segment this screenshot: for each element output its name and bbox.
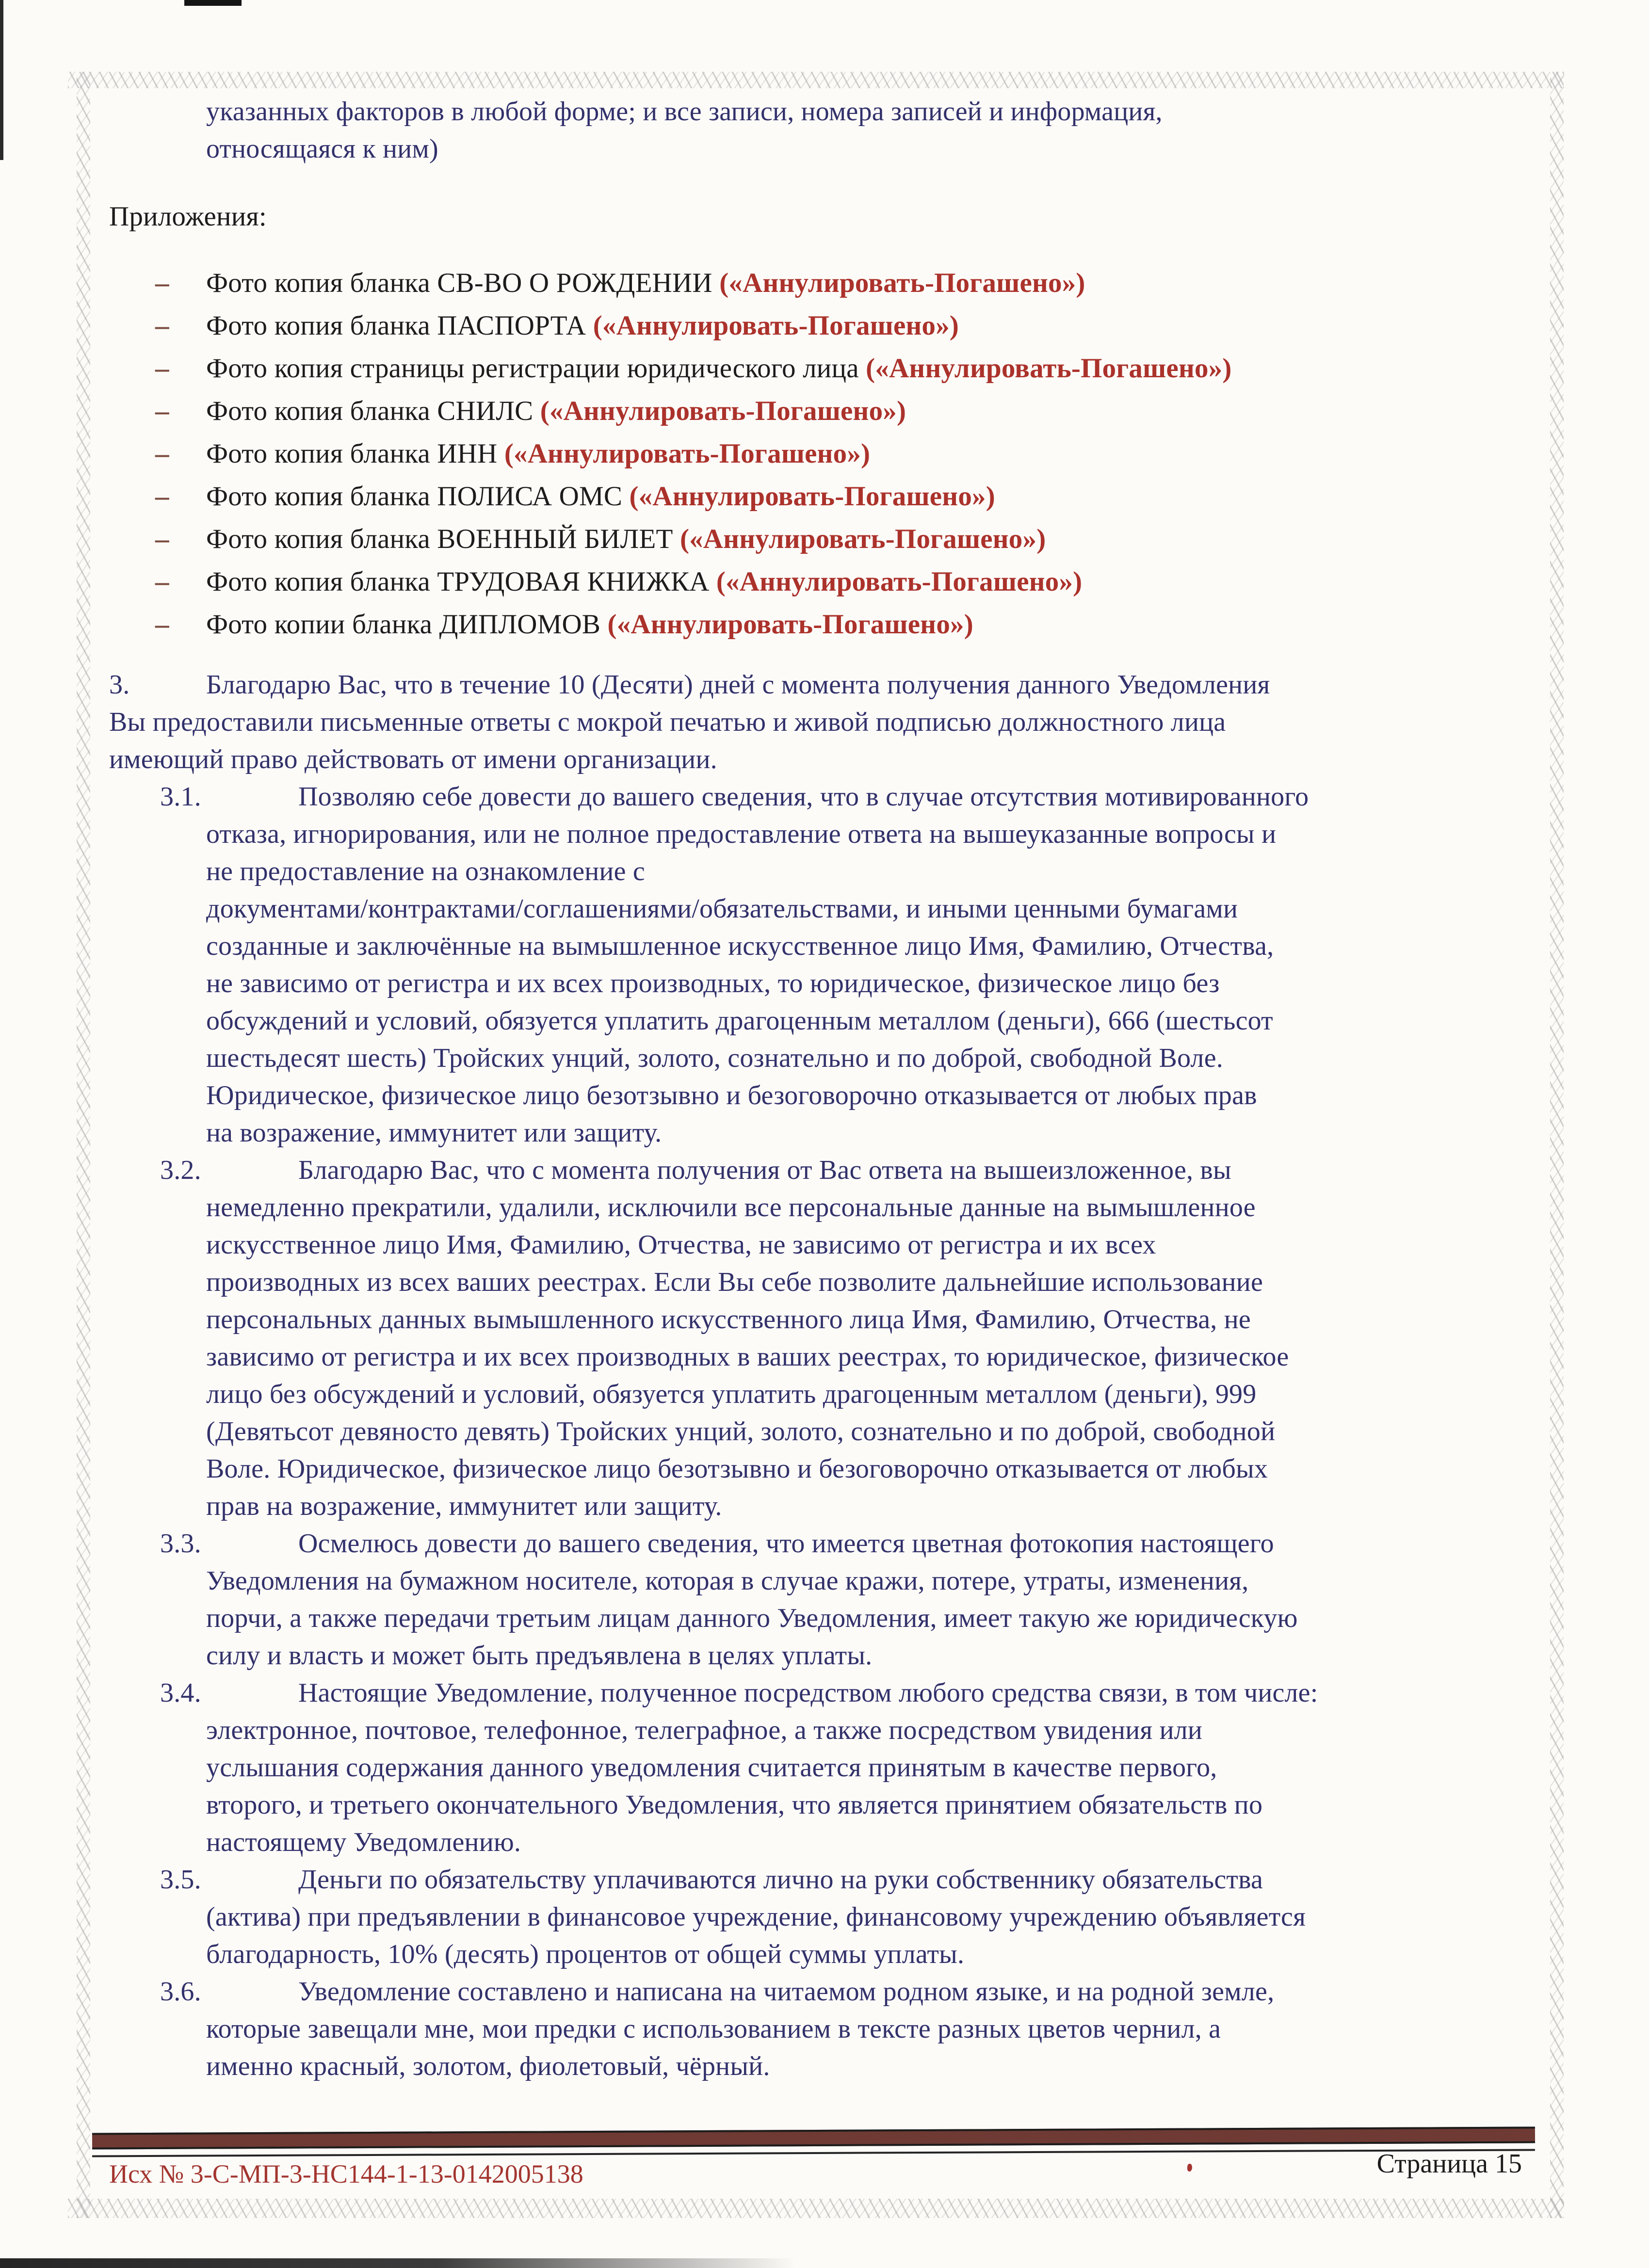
attachment-title: Фото копии бланка ДИПЛОМОВ <box>206 609 608 640</box>
attachment-item <box>109 262 1491 305</box>
clause-first-line: 3.4. Настоящие Уведомление, полученное посредством любого средства связи, в том числе: <box>160 1674 1491 1712</box>
clause-line: документами/контрактами/соглашениями/обязательствами, и иными ценными бумагами <box>206 894 1238 924</box>
attachments-list <box>109 262 1491 646</box>
clause-line: искусственное лицо Имя, Фамилию, Отчества, не зависимо от регистра и их всех <box>206 1230 1156 1260</box>
clause-line: настоящему Уведомлению. <box>206 1827 521 1857</box>
footer-page-number: Страница 15 <box>1376 2149 1522 2179</box>
scan-artifact-red-mark <box>1187 2164 1192 2171</box>
clause-line: обсуждений и условий, обязуется уплатить драгоценным металлом (деньги), 666 (шестьсот <box>206 1006 1273 1036</box>
clause-line: электронное, почтовое, телефонное, телеграфное, а также посредством увидения или <box>206 1715 1203 1745</box>
scan-artifact-left-edge <box>0 0 3 160</box>
attachment-item <box>109 561 1491 603</box>
clause-line: (актива) при предъявлении в финансовое учреждение, финансовому учреждению объявляется <box>206 1902 1306 1932</box>
attachments-heading: Приложения: <box>109 201 267 232</box>
clause-line: не предоставление на ознакомление с <box>206 856 645 886</box>
clause-line: именно красный, золотом, фиолетовый, чёрный. <box>206 2051 770 2081</box>
attachment-title: Фото копия бланка ПОЛИСА ОМС <box>206 481 630 512</box>
dash-bullet: – <box>155 438 169 469</box>
annulled-stamp-label: («Аннулировать-Погашено») <box>540 396 906 426</box>
clause-3-4 <box>109 1674 1491 1861</box>
dash-bullet: – <box>155 353 169 384</box>
clause-line: созданные и заключённые на вымышленное искусственное лицо Имя, Фамилию, Отчества, <box>206 931 1274 961</box>
clause-line: которые завещали мне, мои предки с использованием в тексте разных цветов чернил, а <box>206 2014 1221 2044</box>
border-frame-bottom <box>68 2199 1564 2218</box>
annulled-stamp-label: («Аннулировать-Погашено») <box>679 524 1046 554</box>
attachment-item <box>109 305 1491 347</box>
clause-first-line: 3.5. Деньги по обязательству уплачиваются лично на руки собственнику обязательства <box>160 1861 1491 1898</box>
clause-number: 3.5. <box>160 1865 201 1895</box>
clause-line: не зависимо от регистра и их всех производных, то юридическое, физическое лицо без <box>206 968 1220 998</box>
border-frame-right <box>1550 72 1564 2218</box>
dash-bullet: – <box>155 524 169 554</box>
attachment-item <box>109 433 1491 475</box>
clause-line: лицо без обсуждений и условий, обязуется уплатить драгоценным металлом (деньги), 999 <box>206 1379 1257 1409</box>
attachment-title: Фото копия страницы регистрации юридического лица <box>206 353 866 384</box>
dash-bullet: – <box>155 481 169 512</box>
attachment-title: Фото копия бланка СНИЛС <box>206 396 540 426</box>
clause-first-line: 3.2. Благодарю Вас, что с момента получения от Вас ответа на вышеизложенное, вы <box>160 1152 1491 1189</box>
annulled-stamp-label: («Аннулировать-Погашено») <box>593 310 959 341</box>
clause-first-line: 3. Благодарю Вас, что в течение 10 (Десяти) дней с момента получения данного Уведомления <box>109 666 1491 704</box>
clauses-section <box>109 666 1491 2085</box>
clause-3-2 <box>109 1152 1491 1525</box>
attachment-item <box>109 390 1491 433</box>
clause-line: благодарность, 10% (десять) процентов от общей суммы уплаты. <box>206 1939 965 1969</box>
clause-line: немедленно прекратили, удалили, исключили все персональные данные на вымышленное <box>206 1192 1256 1222</box>
clause-number: 3.6. <box>160 1977 201 2007</box>
clause-line: Воле. Юридическое, физическое лицо безотзывно и безоговорочно отказывается от любых <box>206 1454 1268 1484</box>
annulled-stamp-label: («Аннулировать-Погашено») <box>866 353 1232 384</box>
clause-line: порчи, а также передачи третьим лицам данного Уведомления, имеет такую же юридическую <box>206 1603 1298 1633</box>
clause-3-1 <box>109 778 1491 1152</box>
dash-bullet: – <box>155 609 169 640</box>
document-body <box>109 93 1491 2085</box>
attachment-item <box>109 347 1491 390</box>
annulled-stamp-label: («Аннулировать-Погашено») <box>716 566 1083 597</box>
clause-number: 3. <box>109 670 130 700</box>
clause-line: второго, и третьего окончательного Уведомления, что является принятием обязательств по <box>206 1790 1263 1820</box>
footer-rule-thin <box>92 2149 1535 2157</box>
clause-line: производных из всех ваших реестрах. Если Вы себе позволите дальнейшие использование <box>206 1267 1263 1297</box>
clause-line: (Девятьсот девяносто девять) Тройских унций, золото, сознательно и по доброй, свободной <box>206 1416 1276 1447</box>
border-frame-left <box>77 72 90 2218</box>
clause-first-line: 3.1. Позволяю себе довести до вашего сведения, что в случае отсутствия мотивированного <box>160 778 1491 816</box>
attachment-title: Фото копия бланка СВ-ВО О РОЖДЕНИИ <box>206 268 720 298</box>
scan-artifact-top <box>184 0 242 6</box>
border-frame-top <box>68 72 1564 88</box>
clause-line: персональных данных вымышленного искусственного лица Имя, Фамилию, Отчества, не <box>206 1304 1251 1335</box>
dash-bullet: – <box>155 396 169 426</box>
clause-3 <box>109 666 1491 778</box>
footer-reference-number: Исх № 3-С-МП-3-НС144-1-13-0142005138 <box>109 2159 583 2188</box>
clause-line: шестьдесят шесть) Тройских унций, золото, сознательно и по доброй, свободной Воле. <box>206 1043 1223 1073</box>
footer-rule <box>92 2127 1535 2150</box>
clause-3-6 <box>109 1973 1491 2085</box>
clause-line: Уведомления на бумажном носителе, которая в случае кражи, потере, утраты, изменения, <box>206 1566 1249 1596</box>
attachment-title: Фото копия бланка ВОЕННЫЙ БИЛЕТ <box>206 524 680 554</box>
clause-first-line: 3.3. Осмелюсь довести до вашего сведения, что имеется цветная фотокопия настоящего <box>160 1525 1491 1562</box>
clause-line: на возражение, иммунитет или защиту. <box>206 1118 662 1148</box>
clause-3-5 <box>109 1861 1491 1973</box>
attachment-title: Фото копия бланка ПАСПОРТА <box>206 310 593 341</box>
text-line: относящаяся к ним) <box>206 134 438 164</box>
clause-number: 3.1. <box>160 782 201 812</box>
attachment-item <box>109 475 1491 518</box>
scan-artifact-bottom-edge <box>0 2258 795 2268</box>
clause-line: силу и власть и может быть предъявлена в целях уплаты. <box>206 1641 873 1671</box>
dash-bullet: – <box>155 310 169 341</box>
clause-number: 3.2. <box>160 1155 201 1185</box>
clause-line: зависимо от регистра и их всех производных в ваших реестрах, то юридическое, физическое <box>206 1342 1289 1372</box>
attachment-item <box>109 518 1491 561</box>
clause-first-line: 3.6. Уведомление составлено и написана на читаемом родном языке, и на родной земле, <box>160 1973 1491 2011</box>
annulled-stamp-label: («Аннулировать-Погашено») <box>629 481 995 512</box>
attachment-title: Фото копия бланка ТРУДОВАЯ КНИЖКА <box>206 566 716 597</box>
attachment-title: Фото копия бланка ИНН <box>206 438 504 469</box>
clause-line: отказа, игнорирования, или не полное предоставление ответа на вышеуказанные вопросы и <box>206 819 1277 849</box>
clause-3-3 <box>109 1525 1491 1674</box>
dash-bullet: – <box>155 566 169 597</box>
text-line: указанных факторов в любой форме; и все записи, номера записей и информация, <box>206 97 1163 127</box>
clause-line: Юридическое, физическое лицо безотзывно и безоговорочно отказывается от любых прав <box>206 1080 1257 1110</box>
clause-number: 3.3. <box>160 1528 201 1559</box>
dash-bullet: – <box>155 268 169 298</box>
annulled-stamp-label: («Аннулировать-Погашено») <box>504 438 871 469</box>
clause-line: прав на возражение, иммунитет или защиту. <box>206 1491 722 1521</box>
clause-line: услышания содержания данного уведомления считается принятым в качестве первого, <box>206 1753 1217 1783</box>
clause-line: Вы предоставили письменные ответы с мокрой печатью и живой подписью должностного лица <box>109 707 1226 737</box>
attachment-item <box>109 603 1491 646</box>
clause-number: 3.4. <box>160 1678 201 1708</box>
annulled-stamp-label: («Аннулировать-Погашено») <box>719 268 1085 298</box>
continuation-paragraph <box>206 93 1491 168</box>
clause-line: имеющий право действовать от имени организации. <box>109 744 717 774</box>
annulled-stamp-label: («Аннулировать-Погашено») <box>607 609 973 640</box>
